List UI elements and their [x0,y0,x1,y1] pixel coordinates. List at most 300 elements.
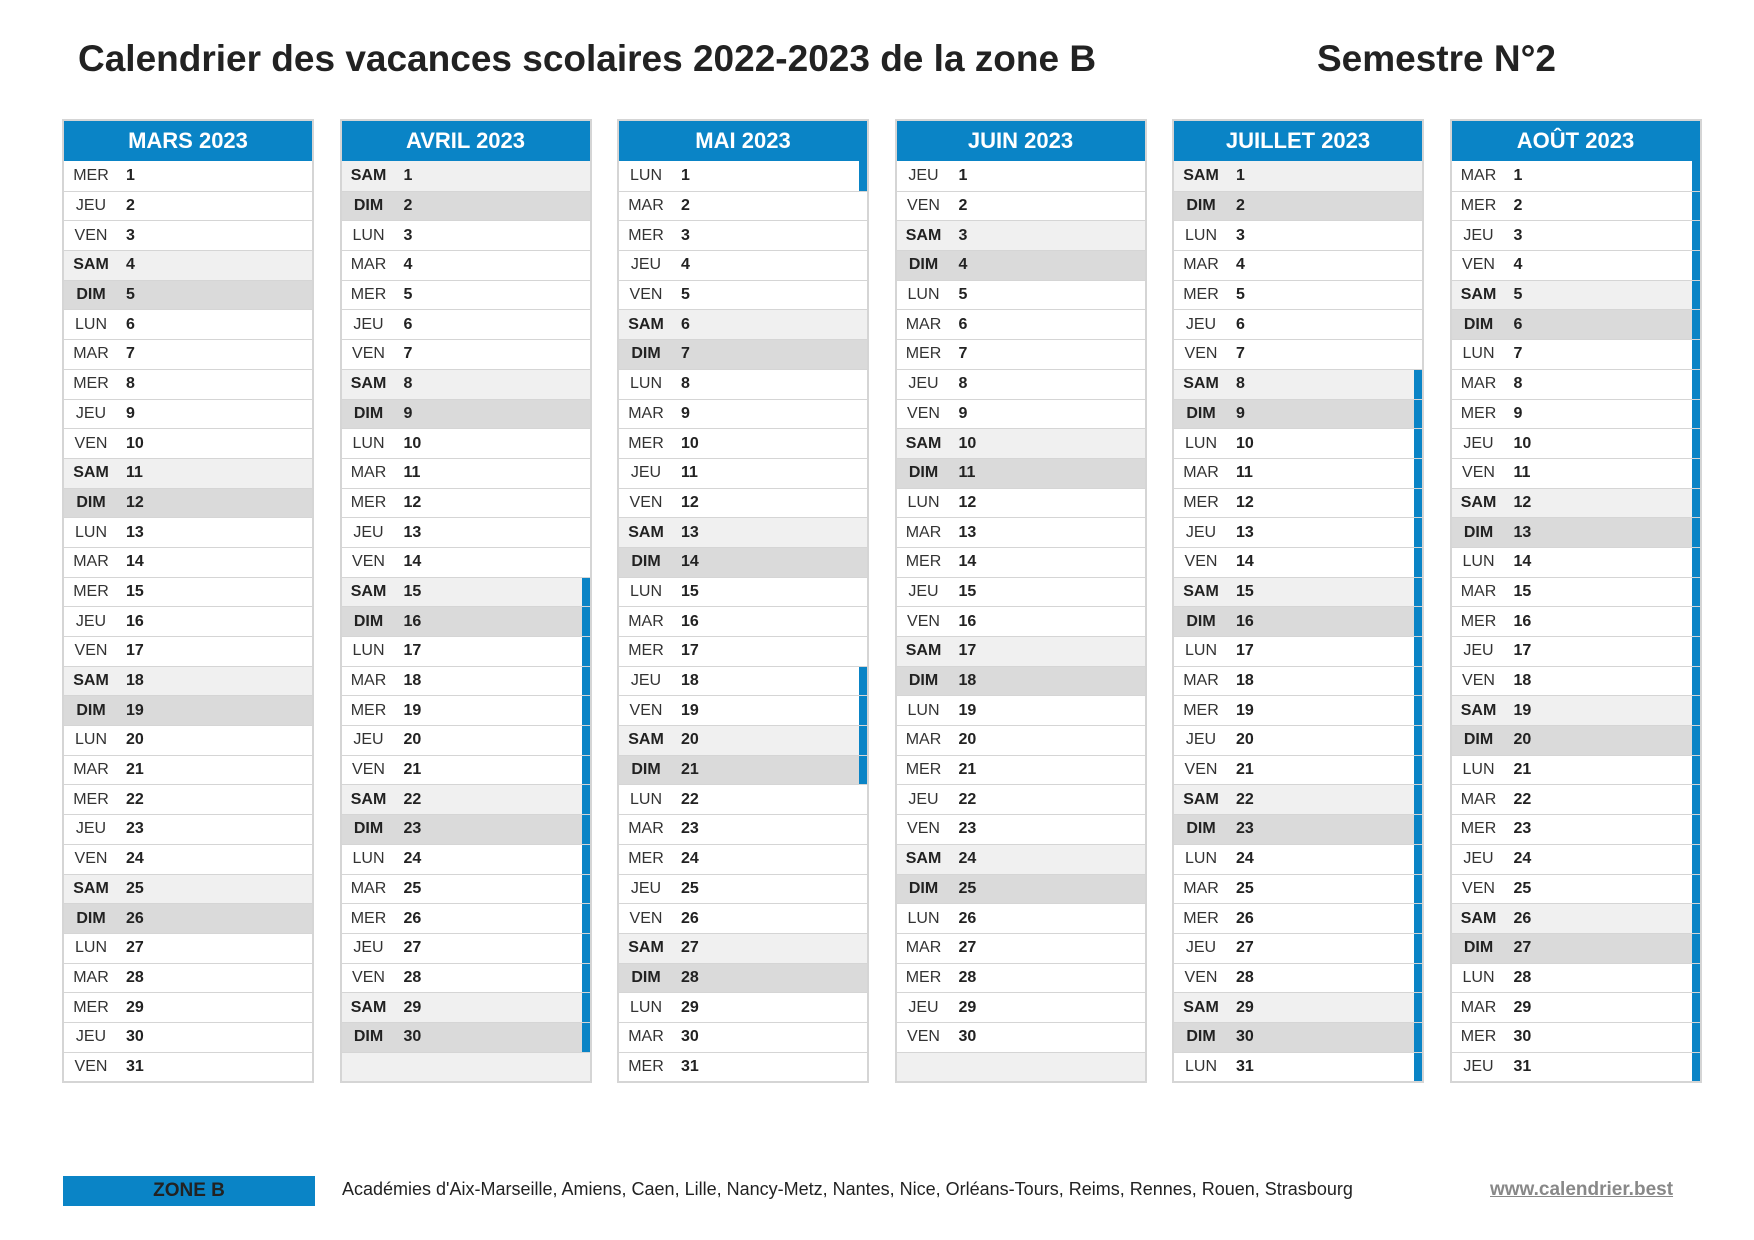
vacation-marker [1414,696,1422,725]
vacation-marker [582,815,590,844]
day-number: 28 [403,968,422,986]
day-number: 8 [958,375,968,393]
day-name: LUN [1184,642,1217,660]
day-row [342,1022,590,1052]
vacation-marker [1692,489,1700,518]
day-name: SAM [1183,998,1219,1016]
day-name: SAM [73,879,109,897]
day-number: 13 [958,523,977,541]
day-name: JEU [75,612,107,630]
day-row [619,488,867,518]
day-number: 9 [681,404,690,422]
day-name: MER [73,790,109,808]
day-name: LUN [629,166,662,184]
day-name: SAM [628,731,664,749]
vacation-marker [582,637,590,666]
vacation-marker [1414,459,1422,488]
day-row [342,755,590,785]
day-name: SAM [1183,166,1219,184]
day-name: MAR [905,939,942,957]
day-name: JEU [353,523,384,541]
day-number: 23 [958,820,977,838]
day-row [1174,250,1422,280]
day-row [342,547,590,577]
day-row [1174,191,1422,221]
day-number: 9 [403,404,413,422]
day-row [64,547,312,577]
day-name: JEU [1463,434,1494,452]
vacation-marker [582,964,590,993]
vacation-marker [1692,785,1700,814]
day-row [1174,517,1422,547]
day-number: 24 [681,850,699,868]
day-row [897,606,1145,636]
day-number: 15 [1236,582,1254,600]
day-number: 5 [681,286,690,304]
day-row [619,636,867,666]
day-row [897,577,1145,607]
day-number: 27 [681,939,699,957]
day-row [342,369,590,399]
vacation-marker [859,667,867,696]
day-number: 18 [1236,672,1254,690]
vacation-marker [1692,815,1700,844]
day-row [619,399,867,429]
month-days [617,161,869,1083]
day-number: 29 [958,998,977,1016]
day-number: 19 [1236,701,1254,719]
day-row [64,666,312,696]
day-name: SAM [73,256,109,274]
day-number: 26 [1513,909,1532,927]
day-row [619,309,867,339]
day-number: 24 [958,850,977,868]
day-row [64,963,312,993]
vacation-marker [859,726,867,755]
day-row [1174,695,1422,725]
day-row [1174,309,1422,339]
day-row [64,517,312,547]
day-row [1452,488,1700,518]
vacation-marker [1692,340,1700,369]
day-number: 29 [126,998,144,1016]
day-row [1174,547,1422,577]
day-name: JEU [353,315,384,333]
day-row [1452,992,1700,1022]
day-row [619,191,867,221]
vacation-marker [1414,785,1422,814]
day-row [64,992,312,1022]
day-name: JEU [353,731,384,749]
day-name: MAR [73,345,109,363]
day-row [1174,399,1422,429]
day-number: 25 [126,879,144,897]
day-name: MER [73,998,109,1016]
day-name: VEN [74,434,108,452]
day-row [1174,933,1422,963]
day-row [64,399,312,429]
day-row [1452,458,1700,488]
day-name: MAR [905,731,942,749]
vacation-marker [582,756,590,785]
vacation-marker [1414,815,1422,844]
day-name: SAM [905,226,942,244]
day-name: MER [350,909,387,927]
day-name: VEN [629,493,663,511]
day-number: 31 [1513,1057,1532,1075]
day-number: 11 [681,464,698,482]
day-row [342,458,590,488]
day-row [1452,725,1700,755]
day-number: 30 [958,1028,977,1046]
day-number: 20 [1236,731,1254,749]
day-name: JEU [1463,1057,1494,1075]
month-header: JUILLET 2023 [1172,119,1424,161]
day-number: 27 [403,939,422,957]
day-row [897,755,1145,785]
day-number: 7 [958,345,968,363]
day-name: LUN [352,226,385,244]
day-row [897,933,1145,963]
day-number: 6 [1513,315,1523,333]
months-grid [62,119,1702,1144]
day-row [1452,339,1700,369]
day-name: VEN [907,197,940,215]
day-name: MAR [1460,166,1497,184]
day-number: 1 [403,166,413,184]
day-row [342,250,590,280]
day-number: 20 [126,731,144,749]
day-number: 15 [403,582,422,600]
day-name: MER [1460,820,1497,838]
vacation-marker [1692,993,1700,1022]
day-number: 19 [126,701,144,719]
day-number: 8 [403,375,413,393]
day-row [897,517,1145,547]
day-name: LUN [352,850,385,868]
day-row [619,606,867,636]
day-number: 17 [403,642,422,660]
vacation-marker [1414,400,1422,429]
day-number: 3 [126,226,135,244]
day-name: SAM [628,523,664,541]
day-name: MER [905,345,942,363]
day-name: DIM [353,1028,384,1046]
day-name: VEN [907,404,940,422]
day-name: VEN [1184,553,1218,571]
day-number: 28 [958,968,977,986]
day-name: VEN [629,701,663,719]
day-row [1174,280,1422,310]
day-row [342,339,590,369]
vacation-marker [1414,934,1422,963]
day-number: 13 [1236,523,1254,541]
day-number: 18 [126,672,144,690]
day-name: MAR [1460,998,1497,1016]
day-name: MER [350,701,387,719]
day-number: 24 [1236,850,1254,868]
day-row [897,903,1145,933]
day-row [342,844,590,874]
day-name: JEU [630,256,662,274]
day-row [619,547,867,577]
day-number: 10 [681,434,699,452]
day-row [342,963,590,993]
day-name: MER [1183,701,1219,719]
day-row [64,844,312,874]
day-row [64,1022,312,1052]
day-number: 30 [403,1028,422,1046]
day-number: 23 [403,820,422,838]
vacation-marker [1414,1023,1422,1052]
day-name: DIM [908,672,939,690]
day-name: VEN [74,850,108,868]
day-number: 5 [1513,286,1523,304]
day-name: DIM [1186,197,1216,215]
day-name: LUN [629,998,662,1016]
day-number: 27 [126,939,144,957]
day-number: 1 [681,166,690,184]
day-name: MER [350,493,387,511]
day-number: 8 [126,375,135,393]
day-number: 26 [681,909,699,927]
vacation-marker [582,1023,590,1052]
day-number: 26 [1236,909,1254,927]
day-name: MAR [1460,375,1497,393]
day-number: 28 [126,968,144,986]
day-row [342,280,590,310]
day-number: 19 [681,701,699,719]
vacation-marker [582,696,590,725]
month-days [1450,161,1702,1083]
day-name: VEN [352,345,385,363]
day-number: 5 [1236,286,1245,304]
day-row [897,488,1145,518]
day-name: DIM [1463,731,1494,749]
vacation-marker [1692,518,1700,547]
day-row [619,874,867,904]
day-number: 16 [958,612,977,630]
day-number: 12 [958,493,977,511]
day-row [64,309,312,339]
day-row [619,339,867,369]
day-row [1452,814,1700,844]
day-name: SAM [1460,909,1497,927]
day-row [897,250,1145,280]
day-row [619,280,867,310]
day-number: 15 [681,582,699,600]
day-row [64,191,312,221]
day-number: 21 [1236,761,1254,779]
day-row [342,666,590,696]
month-days [1172,161,1424,1083]
day-number: 30 [1513,1028,1532,1046]
day-name: LUN [352,642,385,660]
day-name: SAM [1460,286,1497,304]
day-number: 22 [681,790,699,808]
day-row [1452,755,1700,785]
day-name: DIM [908,464,939,482]
day-row [1174,606,1422,636]
day-number: 25 [1513,879,1532,897]
day-number: 5 [126,286,135,304]
day-row [1174,784,1422,814]
day-name: VEN [907,820,940,838]
day-row [897,844,1145,874]
day-row [897,874,1145,904]
day-row [64,903,312,933]
vacation-marker [1692,1023,1700,1052]
day-row [1452,933,1700,963]
day-number: 7 [1513,345,1523,363]
day-number: 24 [403,850,422,868]
day-name: MAR [628,197,664,215]
day-name: VEN [1462,464,1495,482]
day-name: LUN [74,523,107,541]
semester-label: Semestre N°2 [1317,38,1556,79]
day-name: DIM [631,761,661,779]
day-name: DIM [76,909,106,927]
day-name: LUN [907,286,940,304]
day-number: 1 [958,166,968,184]
day-name: DIM [76,286,106,304]
day-number: 16 [403,612,422,630]
day-number: 2 [403,197,413,215]
day-name: MAR [73,761,109,779]
day-name: JEU [908,375,939,393]
day-name: SAM [350,998,387,1016]
day-row [342,606,590,636]
day-name: DIM [631,553,661,571]
day-number: 15 [1513,582,1532,600]
day-number: 25 [958,879,977,897]
day-name: MER [628,434,664,452]
day-row [64,784,312,814]
day-row [64,606,312,636]
page-title: Calendrier des vacances scolaires 2022-2023 de la zone B [78,38,1097,79]
day-number: 19 [1513,701,1532,719]
day-row [1452,250,1700,280]
day-name: LUN [1462,345,1495,363]
day-number: 12 [1236,493,1254,511]
day-row [64,339,312,369]
vacation-marker [1692,310,1700,339]
day-name: DIM [353,197,384,215]
day-number: 11 [126,464,143,482]
day-row [342,488,590,518]
day-number: 31 [681,1057,699,1075]
day-row [1452,1022,1700,1052]
vacation-marker [1692,726,1700,755]
day-row [897,547,1145,577]
day-row [342,309,590,339]
day-row [64,369,312,399]
day-number: 20 [1513,731,1532,749]
day-name: JEU [1185,523,1217,541]
day-name: JEU [75,820,107,838]
day-row [1174,874,1422,904]
day-number: 18 [958,672,977,690]
day-row [342,191,590,221]
day-name: VEN [1184,968,1218,986]
day-row [1452,636,1700,666]
day-name: JEU [630,672,662,690]
day-name: DIM [1463,523,1494,541]
day-number: 3 [681,226,690,244]
month-column [1450,119,1702,1083]
day-row [619,577,867,607]
day-name: MER [905,761,942,779]
day-name: JEU [353,939,384,957]
day-row [1452,695,1700,725]
vacation-marker [1414,578,1422,607]
day-row [342,784,590,814]
day-name: SAM [73,464,109,482]
day-name: JEU [1463,642,1494,660]
day-row [619,695,867,725]
day-name: MAR [73,968,109,986]
day-number: 16 [681,612,699,630]
day-number: 19 [958,701,977,719]
day-number: 27 [1236,939,1254,957]
day-number: 4 [1236,256,1245,274]
month-column [62,119,314,1083]
day-row [619,844,867,874]
day-name: LUN [907,909,940,927]
day-name: MAR [628,612,664,630]
day-name: JEU [630,464,662,482]
vacation-marker [1692,578,1700,607]
day-name: MAR [905,523,942,541]
day-number: 28 [1236,968,1254,986]
vacation-marker [582,667,590,696]
vacation-marker [1414,993,1422,1022]
day-name: DIM [353,612,384,630]
day-row [1174,161,1422,191]
month-header: AOÛT 2023 [1450,119,1702,161]
day-row [897,309,1145,339]
day-number: 16 [1513,612,1532,630]
day-name: SAM [1460,701,1497,719]
day-number: 22 [958,790,977,808]
day-name: LUN [74,939,107,957]
day-number: 18 [403,672,422,690]
day-row [897,1022,1145,1052]
day-row [1452,903,1700,933]
day-number: 22 [1513,790,1532,808]
day-row [1174,458,1422,488]
day-number: 14 [1236,553,1254,571]
website-link[interactable]: www.calendrier.best [1490,1179,1674,1200]
day-name: MAR [1460,582,1497,600]
day-row [619,369,867,399]
vacation-marker [582,875,590,904]
day-row [64,458,312,488]
day-number: 7 [1236,345,1245,363]
vacation-marker [1692,964,1700,993]
day-name: JEU [1185,939,1217,957]
day-name: MAR [350,256,387,274]
day-number: 14 [403,553,422,571]
vacation-marker [1414,429,1422,458]
day-row [619,725,867,755]
day-number: 25 [403,879,422,897]
day-name: DIM [1463,315,1494,333]
day-number: 14 [1513,553,1532,571]
academies-list: Académies d'Aix-Marseille, Amiens, Caen, Lille, Nancy-Metz, Nantes, Nice, Orléans-Tours, Reims, Rennes, Rouen, Strasbourg [342,1179,1353,1199]
day-name: LUN [1462,553,1495,571]
day-name: MAR [350,879,387,897]
